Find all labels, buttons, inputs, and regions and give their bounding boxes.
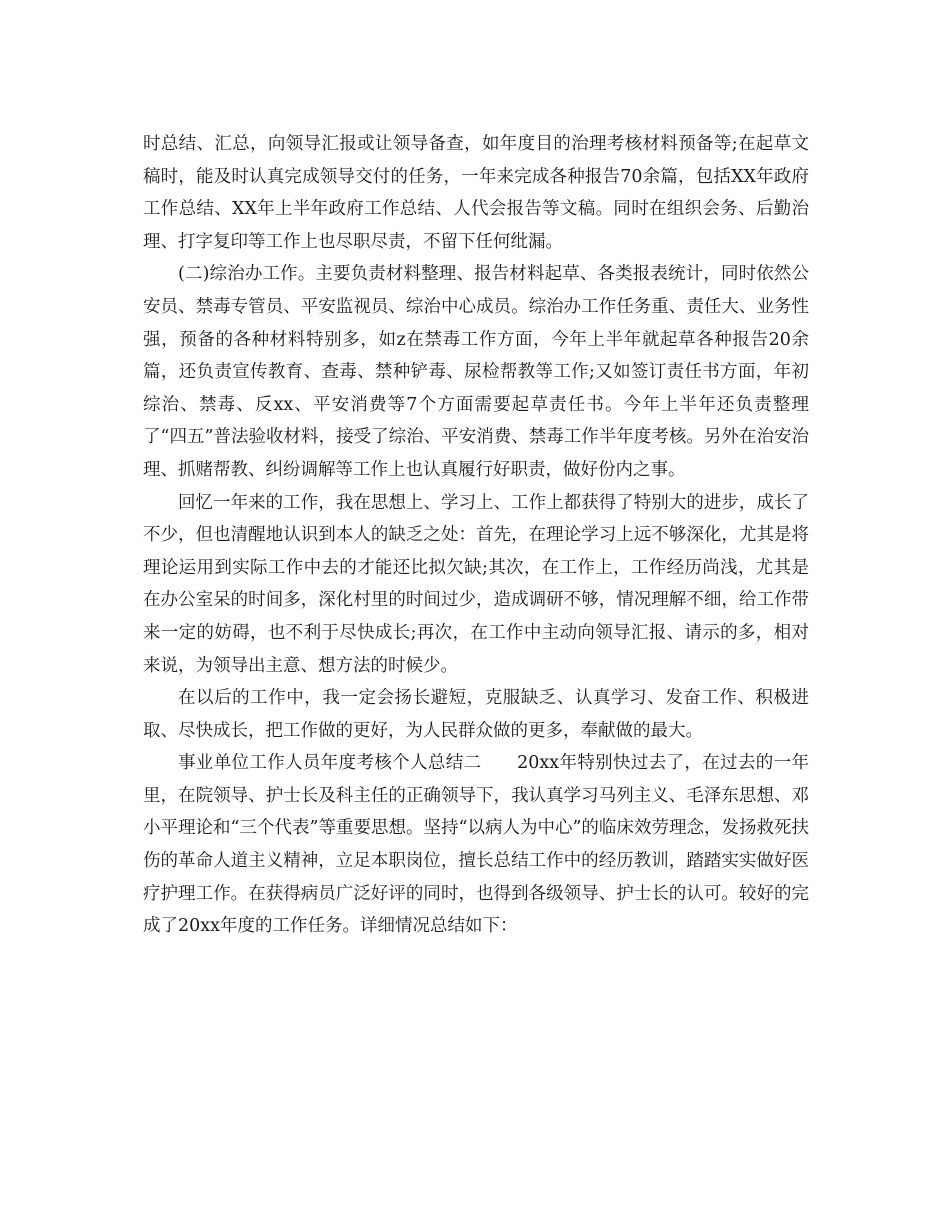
paragraph-future-plan: 在以后的工作中，我一定会扬长避短，克服缺乏、认真学习、发奋工作、积极进取、尽快成长，把工作做的更好，为人民群众做的更多，奉献做的最大。 bbox=[143, 688, 809, 741]
paragraph-summary-two: 事业单位工作人员年度考核个人总结二 20xx年特别快过去了，在过去的一年里，在院领导、护士长及科主任的正确领导下，我认真学习马列主义、毛泽东思想、邓小平理论和“三个代表”等重要思想。坚持“以病人为中心”的临床效劳理念，发扬救死扶伤的革命人道主义精神，立足本职岗位，擅长总结工作中的经历教训，踏踏实实做好医疗护理工作。在获得病员广泛好评的同时，也得到各级领导、护士长的认可。较好的完成了20xx年度的工作任务。详细情况总结如下： bbox=[143, 753, 809, 937]
paragraph-comprehensive-office: (二)综治办工作。主要负责材料整理、报告材料起草、各类报表统计，同时依然公安员、禁毒专管员、平安监视员、综治中心成员。综治办工作任务重、责任大、业务性强，预备的各种材料特别多，如z在禁毒工作方面，今年上半年就起草各种报告20余篇，还负责宣传教育、查毒、禁种铲毒、尿检帮教等工作;又如签订责任书方面，年初综治、禁毒、反xx、平安消费等7个方面需要起草责任书。今年上半年还负责整理了“四五”普法验收材料，接受了综治、平安消费、禁毒工作半年度考核。另外在治安治理、抓赌帮教、纠纷调解等工作上也认真履行好职责，做好份内之事。 bbox=[143, 264, 809, 480]
paragraph-work-summary: 时总结、汇总，向领导汇报或让领导备查，如年度目的治理考核材料预备等;在起草文稿时，能及时认真完成领导交付的任务，一年来完成各种报告70余篇，包括XX年政府工作总结、XX年上半年政府工作总结、人代会报告等文稿。同时在组织会务、后勤治理、打字复印等工作上也尽职尽责，不留下任何纰漏。 bbox=[143, 134, 809, 252]
paragraph-reflection: 回忆一年来的工作，我在思想上、学习上、工作上都获得了特别大的进步，成长了不少，但也清醒地认识到本人的缺乏之处：首先，在理论学习上远不够深化，尤其是将理论运用到实际工作中去的才能还比拟欠缺;其次，在工作上，工作经历尚浅，尤其是在办公室呆的时间多，深化村里的时间过少，造成调研不够，情况理解不细，给工作带来一定的妨碍，也不利于尽快成长;再次，在工作中主动向领导汇报、请示的多，相对来说，为领导出主意、想方法的时候少。 bbox=[143, 492, 809, 676]
document-body bbox=[143, 128, 809, 943]
